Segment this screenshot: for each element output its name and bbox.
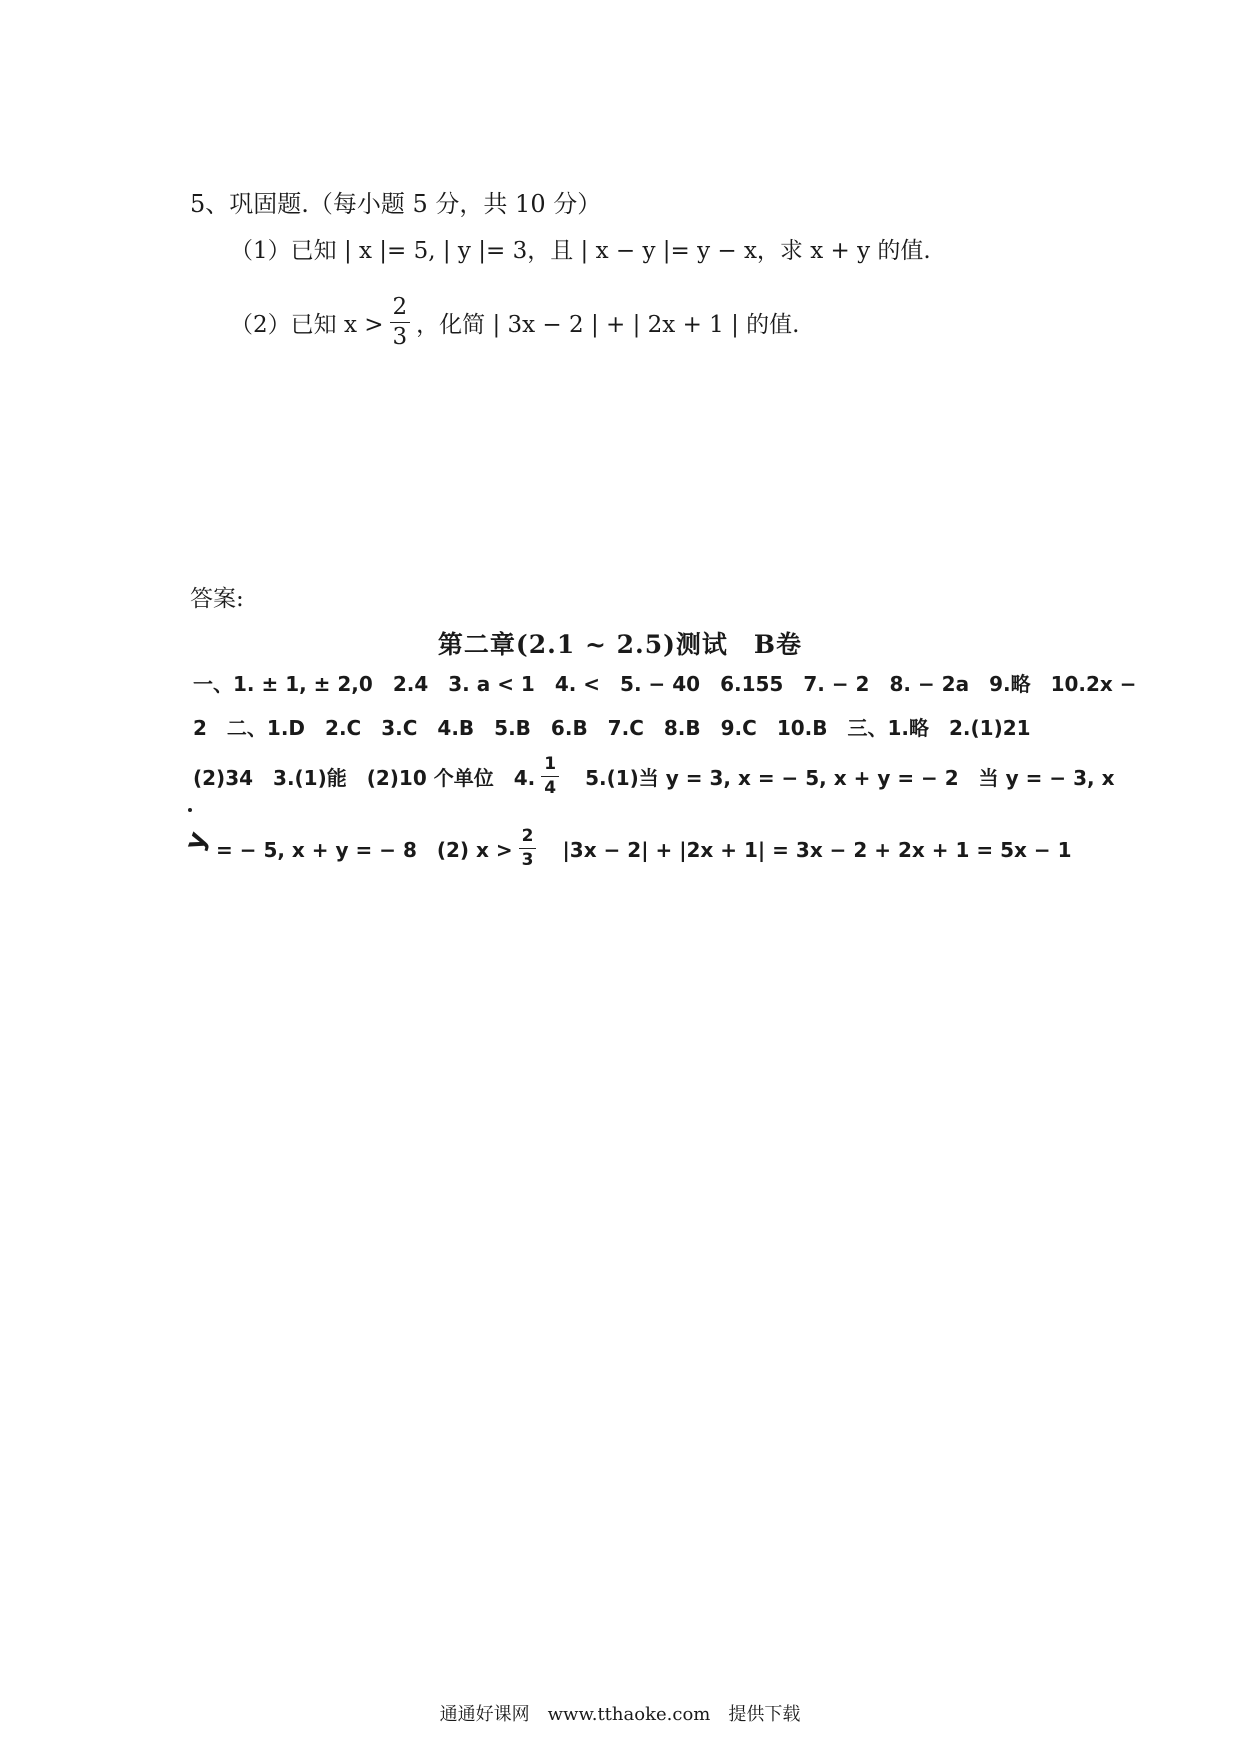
question-part-2 (230, 296, 799, 349)
answer-line-2: 2 二、1.D 2.C 3.C 4.B 5.B 6.B 7.C 8.B 9.C 10.B 三、1.略 2.(1)21 (193, 716, 1031, 740)
fraction-two-thirds-answer (519, 828, 537, 869)
fraction-two-thirds (390, 296, 411, 349)
answer-line-3-after: 5.(1)当 y = 3, x = − 5, x + y = − 2 当 y = − 3, x (565, 766, 1115, 790)
fraction-numerator: 2 (390, 296, 411, 323)
answer-line-1: 一、1. ± 1, ± 2,0 2.4 3. a < 1 4. < 5. − 40 6.155 7. − 2 8. − 2a 9.略 10.2x − (193, 672, 1137, 696)
answer-line-4-before: = − 5, x + y = − 8 (2) x > (216, 838, 513, 862)
fraction-denominator: 3 (392, 324, 408, 350)
answer-line-3 (193, 756, 1114, 797)
answer-line-4 (216, 828, 1072, 869)
answer-label: 答案: (190, 586, 244, 612)
scan-artifact-dot (188, 808, 192, 812)
question-heading: 5、巩固题.（每小题 5 分，共 10 分） (190, 190, 602, 218)
answer-title: 第二章(2.1 ~ 2.5)测试 B卷 (437, 630, 803, 659)
page-footer: 通通好课网 www.tthaoke.com 提供下载 (439, 1704, 801, 1725)
fraction-one-quarter (541, 756, 559, 797)
fraction-denominator: 4 (544, 778, 557, 798)
answer-line-4-after: |3x − 2| + |2x + 1| = 3x − 2 + 2x + 1 = 5x − 1 (542, 838, 1072, 862)
fraction-numerator: 2 (519, 828, 537, 849)
scan-artifact-glyph: y (179, 827, 214, 855)
question-part-2-before: （2）已知 x > (230, 312, 384, 338)
question-part-2-after: ，化简 | 3x − 2 | + | 2x + 1 | 的值. (416, 312, 800, 338)
fraction-numerator: 1 (541, 756, 559, 777)
answer-line-3-before: (2)34 3.(1)能 (2)10 个单位 4. (193, 766, 536, 790)
question-part-1: （1）已知 | x |= 5, | y |= 3，且 | x − y |= y − x，求 x + y 的值. (230, 238, 931, 264)
fraction-denominator: 3 (521, 850, 534, 870)
